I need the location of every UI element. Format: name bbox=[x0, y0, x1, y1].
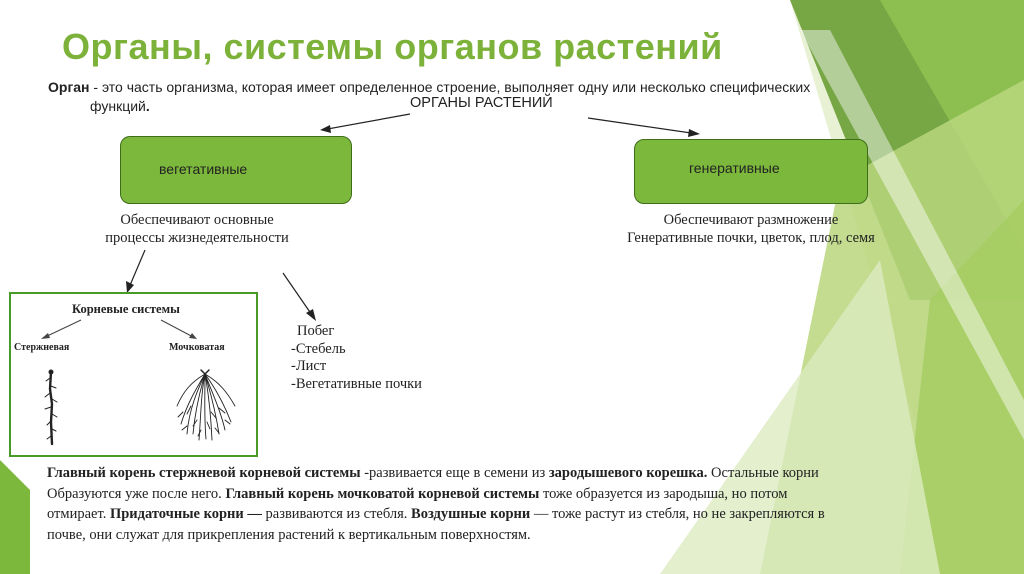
root-arrowhead-left bbox=[41, 333, 50, 339]
arrowhead-generative bbox=[688, 129, 700, 137]
paragraph-text: отмирает. bbox=[47, 506, 110, 522]
shoot-item: Побег bbox=[297, 323, 335, 339]
root-systems-illustration bbox=[11, 294, 256, 455]
paragraph-text: -развивается еще в семени из bbox=[360, 465, 549, 481]
paragraph-line bbox=[47, 463, 987, 484]
shoot-list bbox=[291, 323, 422, 393]
paragraph-text: развиваются из стебля. bbox=[261, 506, 412, 522]
organs-label: ОРГАНЫ РАСТЕНИЙ bbox=[410, 95, 553, 111]
root-systems-image bbox=[9, 292, 258, 457]
generative-desc-line2: Генеративные почки, цветок, плод, семя bbox=[627, 230, 875, 246]
vegetative-description bbox=[82, 211, 312, 247]
bold-term: Главный корень мочковатой корневой системы bbox=[225, 485, 540, 502]
vegetative-label: вегетативные bbox=[159, 161, 248, 177]
root-arrow-right bbox=[161, 320, 195, 338]
paragraph-text: почве, они служат для прикрепления растений к вертикальным поверхностям. bbox=[47, 526, 531, 543]
definition-line2-end: . bbox=[145, 98, 150, 114]
generative-desc-line1: Обеспечивают размножение bbox=[663, 212, 839, 228]
arrowhead-vegetative bbox=[320, 125, 331, 133]
definition-line2: функций bbox=[90, 98, 146, 114]
paragraph-line bbox=[47, 525, 987, 546]
paragraph-text: — тоже растут из стебля, но не закрепляются в bbox=[530, 506, 825, 522]
arrowhead-shoot bbox=[306, 309, 316, 321]
page-title: Органы, системы органов растений bbox=[62, 26, 723, 67]
bold-term: Придаточные корни — bbox=[109, 506, 262, 522]
bold-term: зародышевого корешка. bbox=[548, 465, 708, 481]
bold-term: Воздушные корни bbox=[411, 506, 531, 522]
paragraph-line bbox=[47, 484, 987, 505]
shoot-item: -Стебель bbox=[291, 340, 346, 357]
generative-label: генеративные bbox=[689, 160, 780, 176]
taproot-drawing bbox=[45, 370, 57, 444]
generative-description bbox=[596, 211, 906, 247]
vegetative-box bbox=[120, 136, 352, 204]
generative-box bbox=[634, 139, 868, 204]
vegetative-desc-line2: процессы жизнедеятельности bbox=[105, 230, 289, 246]
definition-term: Орган bbox=[48, 79, 90, 95]
paragraph-text: Образуются уже после него. bbox=[47, 485, 226, 502]
fibrous-label: Мочковатая bbox=[169, 342, 225, 353]
arrow-to-vegetative bbox=[322, 114, 410, 130]
root-systems-title: Корневые системы bbox=[72, 302, 180, 316]
vegetative-desc-line1: Обеспечивают основные bbox=[120, 212, 274, 228]
taproot-label: Стержневая bbox=[14, 342, 70, 353]
paragraph-text: Остальные корни bbox=[707, 465, 819, 481]
paragraph-line bbox=[47, 504, 987, 525]
shoot-item: -Вегетативные почки bbox=[291, 375, 422, 392]
definition-line1: - это часть организма, которая имеет определенное строение, выполняет одну или несколько специфических bbox=[89, 79, 811, 95]
shoot-item: -Лист bbox=[291, 358, 327, 374]
deco-shape-left bbox=[0, 460, 30, 574]
bold-term: Главный корень стержневой корневой системы bbox=[47, 465, 361, 481]
roots-paragraph bbox=[47, 463, 987, 545]
paragraph-text: тоже образуется из зародыша, но потом bbox=[539, 485, 788, 502]
arrow-to-generative bbox=[588, 118, 698, 134]
fibrous-root-drawing bbox=[177, 370, 235, 440]
